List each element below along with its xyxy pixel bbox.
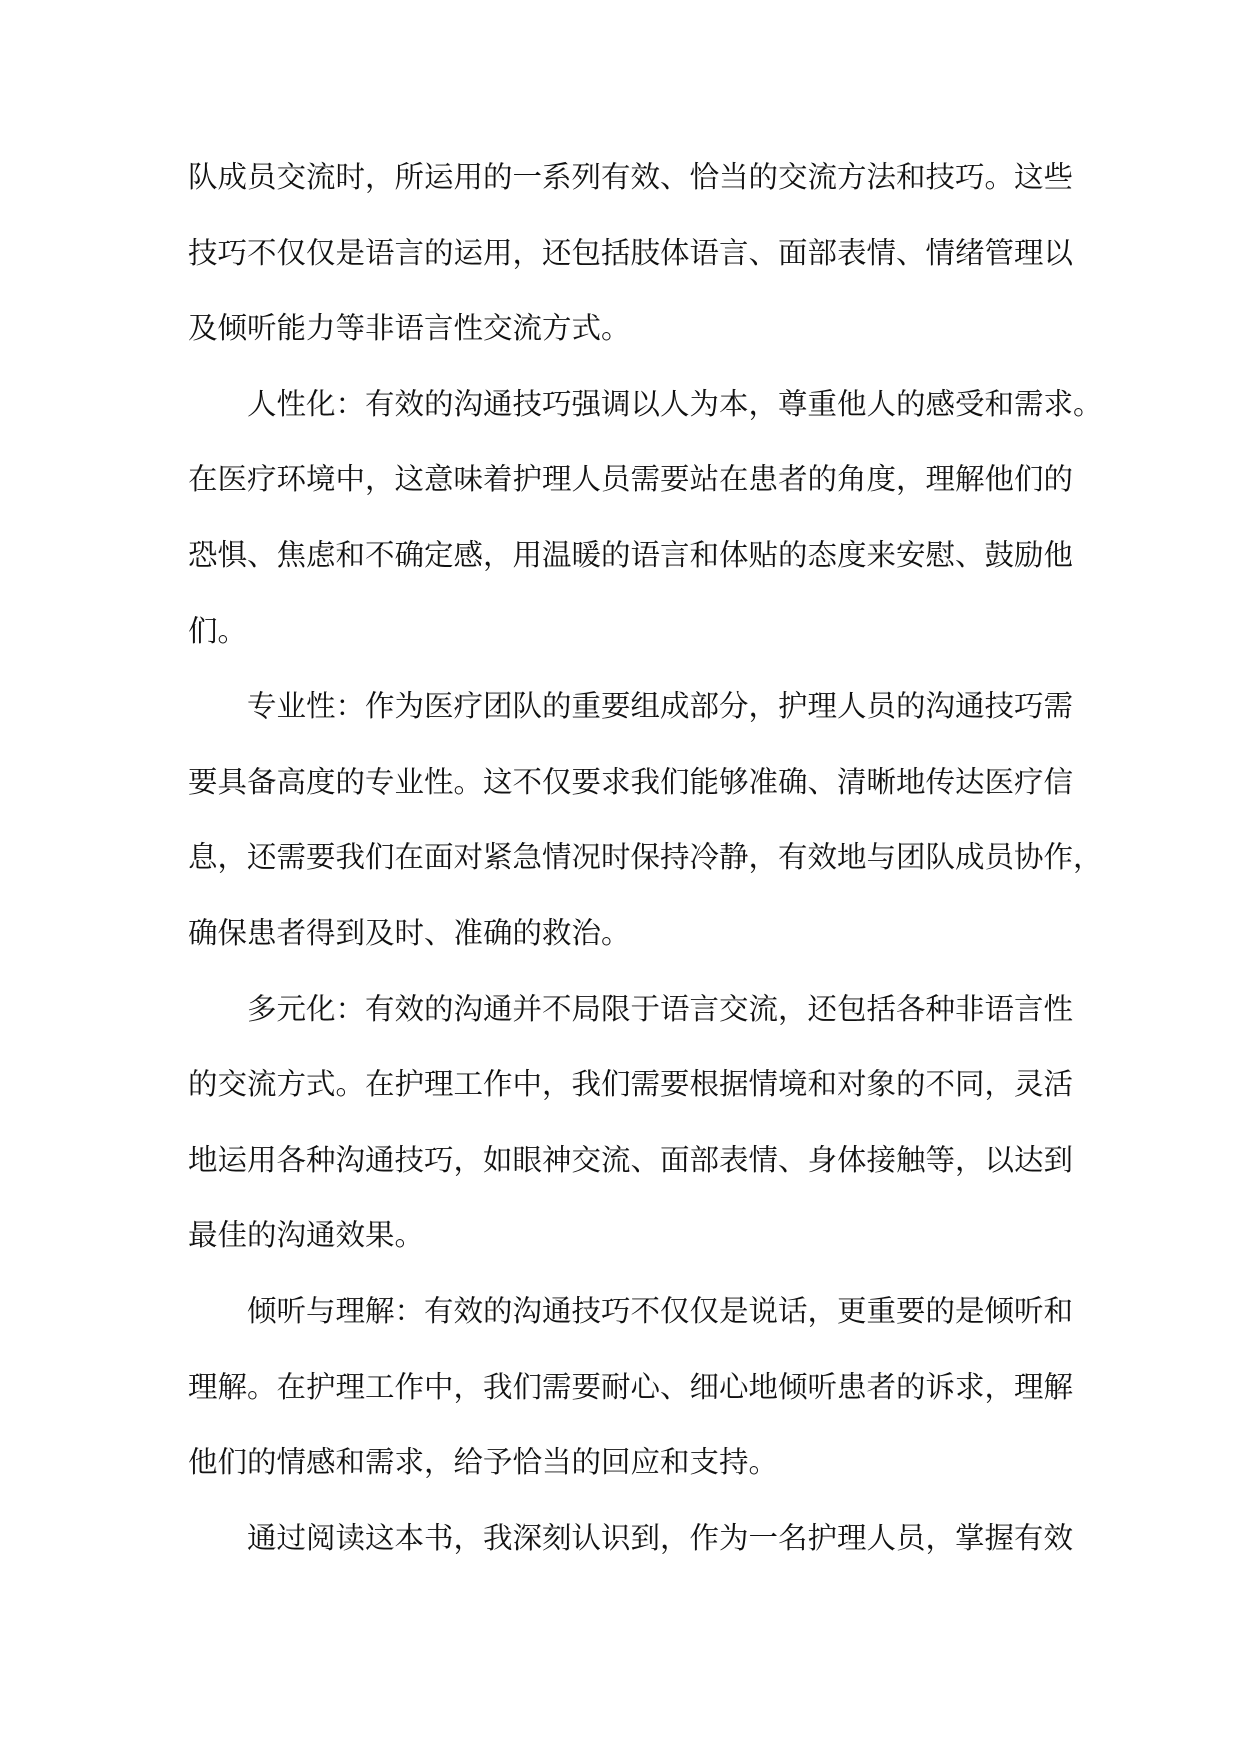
text-line: 技巧不仅仅是语言的运用，还包括肢体语言、面部表情、情绪管理以	[188, 235, 1074, 270]
paragraph-humanization	[188, 367, 1103, 669]
text-line: 他们的情感和需求，给予恰当的回应和支持。	[188, 1445, 779, 1480]
text-line: 多元化：有效的沟通并不局限于语言交流，还包括各种非语言性	[188, 991, 1074, 1026]
document-body	[188, 140, 1103, 1576]
text-line: 的交流方式。在护理工作中，我们需要根据情境和对象的不同，灵活	[188, 1067, 1074, 1102]
text-line: 人性化：有效的沟通技巧强调以人为本，尊重他人的感受和需求。	[188, 386, 1103, 421]
paragraph-intro-continuation	[188, 140, 1074, 367]
text-line: 及倾听能力等非语言性交流方式。	[188, 311, 631, 346]
paragraph-diversity	[188, 972, 1074, 1274]
text-line: 在医疗环境中，这意味着护理人员需要站在患者的角度，理解他们的	[188, 462, 1074, 497]
text-line: 队成员交流时，所运用的一系列有效、恰当的交流方法和技巧。这些	[188, 160, 1074, 194]
text-line: 通过阅读这本书，我深刻认识到，作为一名护理人员，掌握有效	[188, 1520, 1074, 1555]
text-line: 专业性：作为医疗团队的重要组成部分，护理人员的沟通技巧需	[188, 689, 1074, 724]
paragraph-listening	[188, 1274, 1074, 1501]
text-line: 最佳的沟通效果。	[188, 1218, 425, 1253]
paragraph-conclusion	[188, 1501, 1074, 1577]
text-line: 确保患者得到及时、准确的救治。	[188, 915, 631, 950]
text-line: 理解。在护理工作中，我们需要耐心、细心地倾听患者的诉求，理解	[188, 1369, 1074, 1404]
text-line: 倾听与理解：有效的沟通技巧不仅仅是说话，更重要的是倾听和	[188, 1293, 1074, 1328]
text-line: 要具备高度的专业性。这不仅要求我们能够准确、清晰地传达医疗信	[188, 764, 1074, 799]
text-line: 息，还需要我们在面对紧急情况时保持冷静，有效地与团队成员协作，	[188, 840, 1103, 875]
text-line: 恐惧、焦虑和不确定感，用温暖的语言和体贴的态度来安慰、鼓励他	[188, 537, 1074, 572]
text-line: 地运用各种沟通技巧，如眼神交流、面部表情、身体接触等，以达到	[188, 1142, 1074, 1177]
paragraph-professionalism	[188, 669, 1103, 971]
text-line: 们。	[188, 613, 248, 648]
